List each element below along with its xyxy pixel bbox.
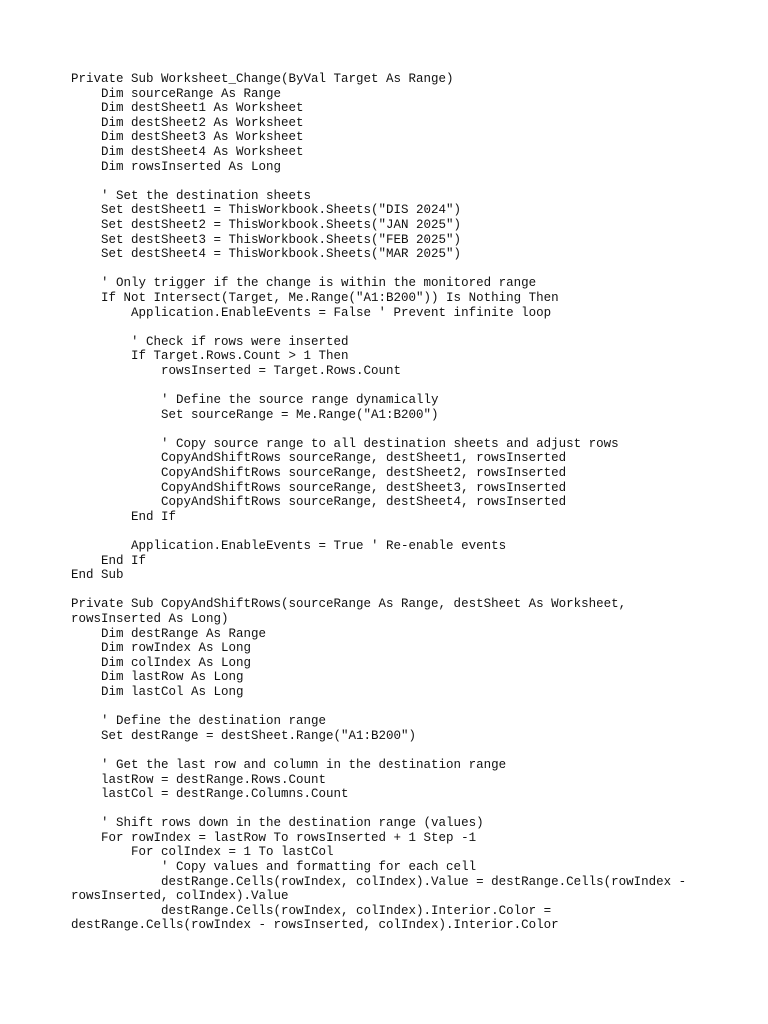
code-line: Dim lastCol As Long	[71, 684, 244, 699]
code-line: Private Sub Worksheet_Change(ByVal Target As Range)	[71, 72, 454, 86]
code-line: ' Set the destination sheets	[71, 188, 312, 203]
code-line: Dim rowIndex As Long	[71, 641, 252, 656]
code-document	[71, 72, 731, 933]
code-line	[71, 802, 731, 817]
code-line: lastRow = destRange.Rows.Count	[71, 772, 327, 787]
code-line: ' Define the source range dynamically	[71, 393, 439, 408]
code-line: Dim lastRow As Long	[71, 670, 244, 685]
code-line: ' Only trigger if the change is within the monitored range	[71, 276, 537, 291]
code-line	[71, 262, 731, 277]
code-line: Dim sourceRange As Range	[71, 86, 282, 101]
code-line: Set destSheet2 = ThisWorkbook.Sheets("JAN 2025")	[71, 217, 462, 232]
code-line: Dim destSheet3 As Worksheet	[71, 130, 304, 145]
code-line: ' Check if rows were inserted	[71, 334, 349, 349]
code-line: For rowIndex = lastRow To rowsInserted + 1 Step -1	[71, 830, 477, 845]
code-line	[71, 743, 731, 758]
code-line: End If	[71, 509, 177, 524]
code-line	[71, 524, 731, 539]
code-line: If Not Intersect(Target, Me.Range("A1:B200")) Is Nothing Then	[71, 290, 559, 305]
code-line: Private Sub CopyAndShiftRows(sourceRange As Range, destSheet As Worksheet,	[71, 597, 627, 612]
code-line: rowsInserted As Long)	[71, 611, 229, 626]
code-line: Dim rowsInserted As Long	[71, 159, 282, 174]
code-line	[71, 320, 731, 335]
code-line: destRange.Cells(rowIndex, colIndex).Interior.Color =	[71, 903, 552, 918]
code-line: ' Shift rows down in the destination range (values)	[71, 816, 484, 831]
code-line: If Target.Rows.Count > 1 Then	[71, 349, 349, 364]
code-line: For colIndex = 1 To lastCol	[71, 845, 334, 860]
code-line: End If	[71, 553, 147, 568]
code-line: ' Copy values and formatting for each cell	[71, 860, 477, 875]
code-line: rowsInserted = Target.Rows.Count	[71, 363, 402, 378]
code-line: Dim destSheet4 As Worksheet	[71, 144, 304, 159]
code-line: Application.EnableEvents = False ' Prevent infinite loop	[71, 305, 552, 320]
code-line	[71, 174, 731, 189]
code-line: destRange.Cells(rowIndex - rowsInserted, colIndex).Interior.Color	[71, 918, 559, 933]
code-line: ' Copy source range to all destination sheets and adjust rows	[71, 436, 619, 451]
code-line: rowsInserted, colIndex).Value	[71, 889, 289, 904]
code-line: ' Get the last row and column in the destination range	[71, 757, 507, 772]
code-line: Set destSheet4 = ThisWorkbook.Sheets("MAR 2025")	[71, 247, 462, 262]
code-line: Set destSheet3 = ThisWorkbook.Sheets("FEB 2025")	[71, 232, 462, 247]
code-line: Application.EnableEvents = True ' Re-enable events	[71, 539, 507, 553]
code-line: ' Define the destination range	[71, 714, 327, 729]
code-line: Dim destSheet1 As Worksheet	[71, 101, 304, 116]
code-line	[71, 422, 731, 437]
code-line: CopyAndShiftRows sourceRange, destSheet2, rowsInserted	[71, 466, 567, 481]
code-line	[71, 378, 731, 393]
code-line: CopyAndShiftRows sourceRange, destSheet4, rowsInserted	[71, 495, 567, 510]
code-line: Dim colIndex As Long	[71, 655, 252, 670]
code-line: Dim destRange As Range	[71, 626, 267, 641]
code-line: Set destSheet1 = ThisWorkbook.Sheets("DIS 2024")	[71, 203, 462, 218]
code-line: End Sub	[71, 568, 124, 583]
code-line: CopyAndShiftRows sourceRange, destSheet3, rowsInserted	[71, 480, 567, 495]
code-line	[71, 700, 731, 715]
code-line: destRange.Cells(rowIndex, colIndex).Value = destRange.Cells(rowIndex -	[71, 874, 687, 889]
code-line: CopyAndShiftRows sourceRange, destSheet1, rowsInserted	[71, 451, 567, 466]
code-line: Set destRange = destSheet.Range("A1:B200")	[71, 728, 417, 743]
code-line	[71, 583, 731, 598]
code-line: Set sourceRange = Me.Range("A1:B200")	[71, 407, 439, 422]
code-line: Dim destSheet2 As Worksheet	[71, 115, 304, 130]
code-line: lastCol = destRange.Columns.Count	[71, 787, 349, 802]
